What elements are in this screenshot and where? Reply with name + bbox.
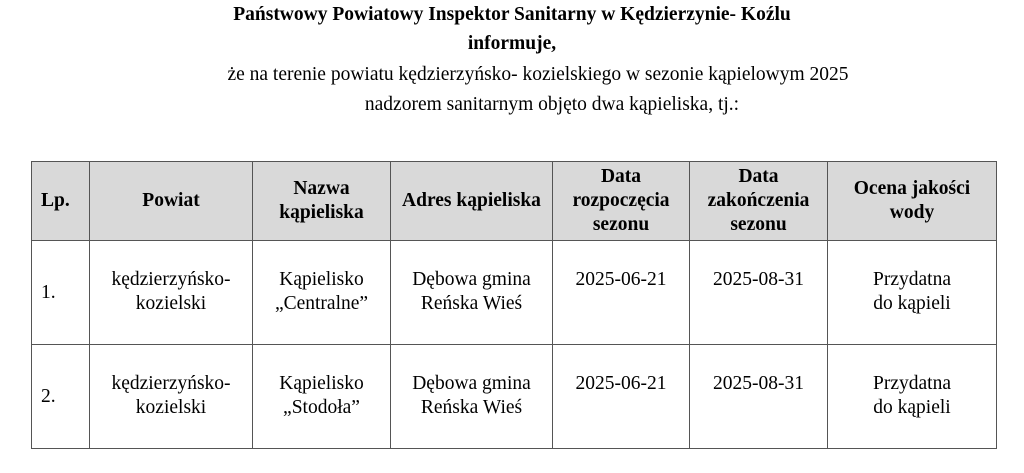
header-intro-line-1: że na terenie powiatu kędzierzyńsko- kozielskiego w sezonie kąpielowym 2025 — [227, 64, 849, 85]
cell-adres-line-1: Dębowa gmina — [412, 373, 531, 394]
cell-adres-line-1: Dębowa gmina — [412, 269, 531, 290]
cell-lp: 1. — [32, 241, 90, 345]
cell-adres — [391, 345, 553, 449]
cell-lp: 2. — [32, 345, 90, 449]
cell-end-date: 2025-08-31 — [690, 241, 828, 345]
column-header-adres: Adres kąpieliska — [391, 162, 553, 241]
table-header-row — [32, 162, 997, 241]
cell-adres — [391, 241, 553, 345]
column-header-ocena: Ocena jakości wody — [828, 162, 997, 241]
table-row — [32, 345, 997, 449]
cell-powiat: kędzierzyńsko-kozielski — [90, 241, 253, 345]
cell-ocena-line-2: do kąpieli — [873, 397, 951, 418]
header-subtitle: informuje, — [467, 33, 557, 54]
cell-nazwa-line-2: „Centralne” — [274, 293, 369, 314]
column-header-data-rozpoczecia: Data rozpoczęcia sezonu — [553, 162, 690, 241]
column-header-powiat: Powiat — [90, 162, 253, 241]
cell-ocena — [828, 345, 997, 449]
table-row — [32, 241, 997, 345]
cell-nazwa — [253, 241, 391, 345]
header-intro-line-2: nadzorem sanitarnym objęto dwa kąpieliska, tj.: — [364, 94, 740, 115]
cell-nazwa-line-1: Kąpielisko — [279, 373, 364, 394]
cell-end-date: 2025-08-31 — [690, 345, 828, 449]
column-header-nazwa: Nazwa kąpieliska — [253, 162, 391, 241]
cell-ocena-line-1: Przydatna — [873, 373, 951, 394]
bathing-sites-table — [31, 161, 997, 449]
cell-ocena-line-2: do kąpieli — [873, 293, 951, 314]
cell-adres-line-2: Reńska Wieś — [420, 397, 523, 418]
cell-start-date: 2025-06-21 — [553, 241, 690, 345]
cell-adres-line-2: Reńska Wieś — [420, 293, 523, 314]
cell-ocena-line-1: Przydatna — [873, 269, 951, 290]
cell-nazwa-line-1: Kąpielisko — [279, 269, 364, 290]
cell-powiat: kędzierzyńsko-kozielski — [90, 345, 253, 449]
cell-nazwa-line-2: „Stodoła” — [283, 397, 360, 418]
cell-ocena — [828, 241, 997, 345]
header-title: Państwowy Powiatowy Inspektor Sanitarny w Kędzierzynie- Koźlu — [233, 4, 791, 25]
column-header-data-zakonczenia: Data zakończenia sezonu — [690, 162, 828, 241]
cell-nazwa — [253, 345, 391, 449]
cell-start-date: 2025-06-21 — [553, 345, 690, 449]
column-header-lp: Lp. — [32, 162, 90, 241]
